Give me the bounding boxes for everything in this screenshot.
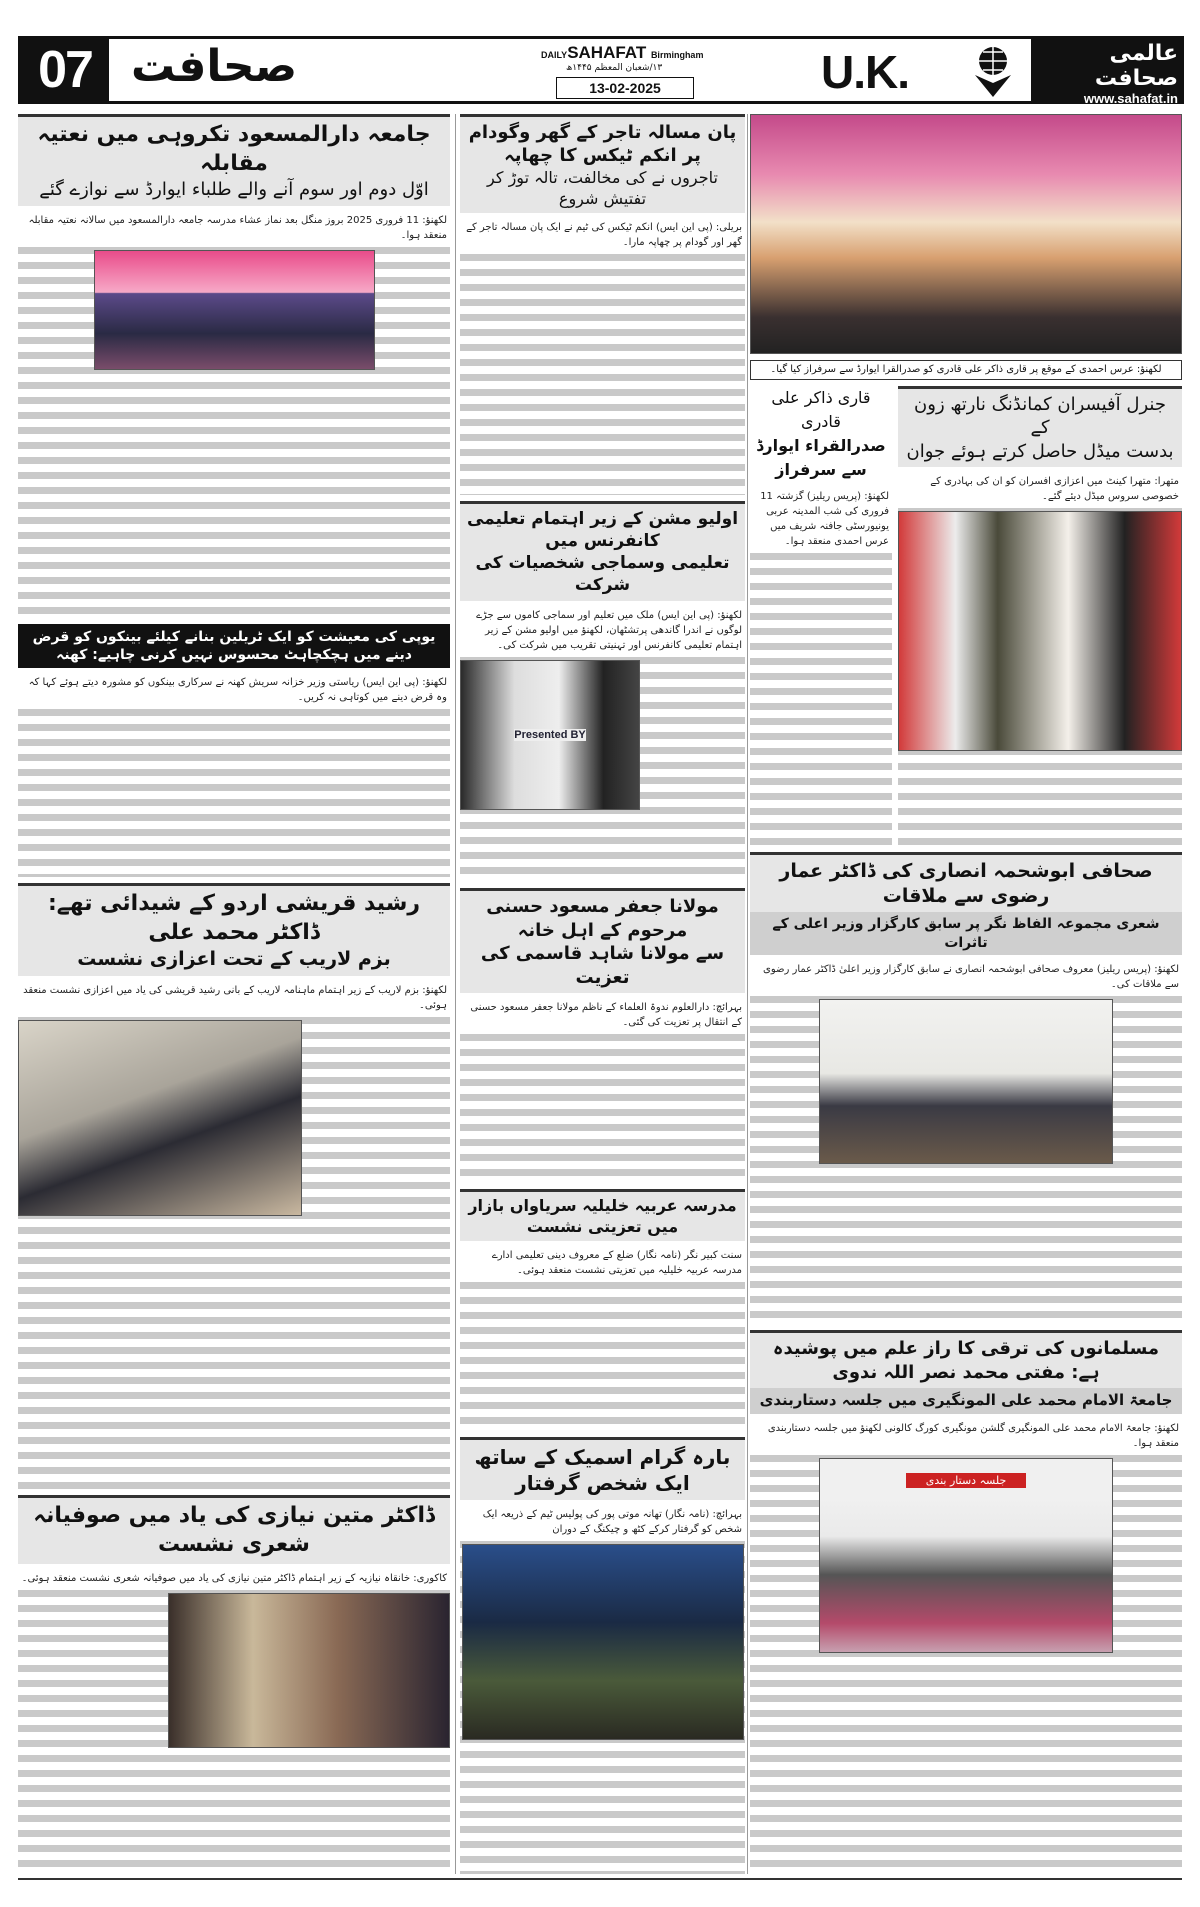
- headline-sahafi: صحافی ابوشحمہ انصاری کی ڈاکٹر عمار رضوی سے ملاقات: [750, 852, 1182, 912]
- photo-award-ceremony: [94, 250, 375, 370]
- right-column: [750, 114, 1182, 1874]
- headline-mateen: ڈاکٹر متین نیازی کی یاد میں صوفیانہ شعری نشست: [18, 1495, 450, 1563]
- article-body-muslims: لکھنؤ: جامعۃ الامام محمد علی المونگیری گلشن مونگیری کورگ کالونی لکھنؤ میں جلسہ دستاربندی منعقد ہوا۔ جلسہ دستار بندی: [750, 1420, 1182, 1874]
- left-column: [18, 114, 450, 1874]
- article-body-sahafi: لکھنؤ: (پریس ریلیز) معروف صحافی ابوشحمہ انصاری نے سابق کارگزار وزیر اعلیٰ ڈاکٹر عمار رضوی سے ملاقات کی۔: [750, 961, 1182, 1325]
- subhead-sahafi: شعری مجموعہ الفاظ نگر پر سابق کارگزار وزیر اعلی کے تاثرات: [750, 912, 1182, 954]
- headline-madrasa: مدرسہ عربیہ خلیلیہ سریاواں بازار میں تعزیتی نشست: [460, 1189, 745, 1242]
- photo-lareeb-gathering: [18, 1020, 302, 1216]
- photo-sufi-gathering: [168, 1593, 450, 1748]
- issue-date: 13-02-2025: [556, 77, 694, 99]
- article-body-olive: لکھنؤ: (پی این ایس) ملک میں تعلیم اور سماجی کاموں سے جڑے لوگوں نے اندرا گاندھی پرتشٹھان، لکھنؤ میں اولیو مشن کے زیر اہتمام تعلیمی کانفرنس اور تہنیتی تقریب میں شرکت کی۔ Presented BY: [460, 607, 745, 883]
- column-divider: [455, 114, 456, 1874]
- photo-sahafi-meeting: [819, 999, 1113, 1164]
- article-body-general: متھرا: متھرا کینٹ میں اعزازی افسران کو ان کی بہادری کے خصوصی سروس میڈل دیئے گئے۔: [898, 473, 1182, 846]
- article-body-naatia: لکھنؤ: 11 فروری 2025 بروز منگل بعد نماز عشاء مدرسہ جامعہ دارالمسعود میں سالانہ نعتیہ مقابلہ منعقد ہوا۔: [18, 212, 450, 618]
- article-body-madrasa: سنت کبیر نگر (نامہ نگار) ضلع کے معروف دینی تعلیمی ادارے مدرسہ عربیہ خلیلیہ میں تعزیتی نشست منعقد ہوئی۔: [460, 1247, 745, 1431]
- page-number: 07: [21, 39, 109, 101]
- photo-olive-conference: Presented BY: [460, 660, 640, 810]
- right-logo: عالمی صحافت www.sahafat.in: [1031, 39, 1184, 101]
- headline-rasheed: رشید قریشی اردو کے شیدائی تھے: ڈاکٹر محمد علی بزم لاریب کے تحت اعزازی نشست: [18, 883, 450, 976]
- headline-smack: بارہ گرام اسمیک کے ساتھ ایک شخص گرفتار: [460, 1437, 745, 1500]
- website-link[interactable]: www.sahafat.in: [1083, 91, 1178, 106]
- headline-olive: اولیو مشن کے زیر اہتمام تعلیمی کانفرنس میں تعلیمی وسماجی شخصیات کی شرکت: [460, 501, 745, 600]
- general-column: [898, 386, 1182, 846]
- article-body-rasheed: لکھنؤ: بزم لاریب کے زیر اہتمام ماہنامہ لاریب کے بانی رشید قریشی کی یاد میں اعزازی نشست منعقد ہوئی۔: [18, 982, 450, 1490]
- article-body-paan: بریلی: (پی این ایس) انکم ٹیکس کی ٹیم نے ایک پان مسالہ تاجر کے گھر اور گودام پر چھاپہ مارا۔: [460, 219, 745, 495]
- article-body-up: لکھنؤ: (پی این ایس) ریاستی وزیر خزانہ سریش کھنہ نے سرکاری بینکوں کو مشورہ دیتے ہوئے کہا کہ وہ قرض دینے میں کوتاہی نہ کریں۔: [18, 674, 450, 877]
- photo-police-arrest: [462, 1544, 744, 1740]
- article-body-mateen: کاکوری: خانقاہ نیازیہ کے زیر اہتمام ڈاکٹر متین نیازی کی یاد میں صوفیانہ شعری نشست منعقد ہوئی۔: [18, 1570, 450, 1875]
- qari-column: [750, 386, 892, 846]
- photo-dastarbandi: جلسہ دستار بندی: [819, 1458, 1113, 1653]
- masthead: [18, 36, 1184, 104]
- headline-paan: پان مسالہ تاجر کے گھر وگودام پر انکم ٹیکس کا چھاپہ تاجروں نے کی مخالفت، تالہ توڑ کر تفتیش شروع: [460, 114, 745, 213]
- headline-jafar: مولانا جعفر مسعود حسنی مرحوم کے اہل خانہ سے مولانا شاہد قاسمی کی تعزیت: [460, 888, 745, 993]
- headline-muslims: مسلمانوں کی ترقی کا راز علم میں پوشیدہ ہے: مفتی محمد نصر اللہ ندوی: [750, 1330, 1182, 1388]
- bottom-rule: [18, 1878, 1182, 1880]
- headline-naatia: جامعہ دارالمسعود تکروہی میں نعتیہ مقابلہ اوّل دوم اور سوم آنے والے طلباء ایوارڈ سے نوازے گئے: [18, 114, 450, 206]
- edition-label: U.K.: [821, 46, 909, 98]
- photo-caption-qari: لکھنؤ: عرس احمدی کے موقع پر قاری ذاکر علی قادری کو صدرالقرا ایوارڈ سے سرفراز کیا گیا۔: [750, 360, 1182, 380]
- headline-qari: قاری ذاکر علی قادری صدرالقراء ایوارڈ سے سرفراز: [756, 388, 886, 479]
- globe-icon: [971, 45, 1015, 99]
- headline-general: جنرل آفیسران کمانڈنگ نارتھ زون کے بدست میڈل حاصل کرتے ہوئے جوان: [898, 386, 1182, 467]
- subhead-muslims: جامعۃ الامام محمد علی المونگیری میں جلسہ دستاربندی: [750, 1388, 1182, 1414]
- article-body-smack: بہرائچ: (نامہ نگار) تھانہ موتی پور کی پولیس ٹیم کے ذریعہ ایک شخص کو گرفتار کرکے کٹھ و چیکنگ کے دوران: [460, 1506, 745, 1874]
- qari-general-row: [750, 386, 1182, 846]
- middle-column: [460, 114, 745, 1874]
- newspaper-logo: صحافت: [131, 41, 298, 92]
- article-body-qari: لکھنؤ: (پریس ریلیز) گزشتہ 11 فروری کی شب المدینہ عربی یونیورسٹی جافنہ شریف میں عرس احمدی منعقد ہوا۔: [750, 488, 892, 846]
- brand-line: DAILYSAHAFAT Birmingham: [541, 43, 704, 62]
- photo-army-medal: [898, 511, 1182, 751]
- column-divider: [747, 114, 748, 1874]
- hijri-date: ۱۳/شعبان المعظم ۱۴۴۵ھ: [566, 63, 663, 73]
- headline-up-economy: یوپی کی معیشت کو ایک ٹریلین بنانے کیلئے بینکوں کو قرض دینے میں ہچکچاہٹ محسوس نہیں کرنی چاہیے: کھنہ: [18, 624, 450, 668]
- article-body-jafar: بہرائچ: دارالعلوم ندوۃ العلماء کے ناظم مولانا جعفر مسعود حسنی کے انتقال پر تعزیت کی گئی۔: [460, 999, 745, 1183]
- photo-qari-award: [750, 114, 1182, 354]
